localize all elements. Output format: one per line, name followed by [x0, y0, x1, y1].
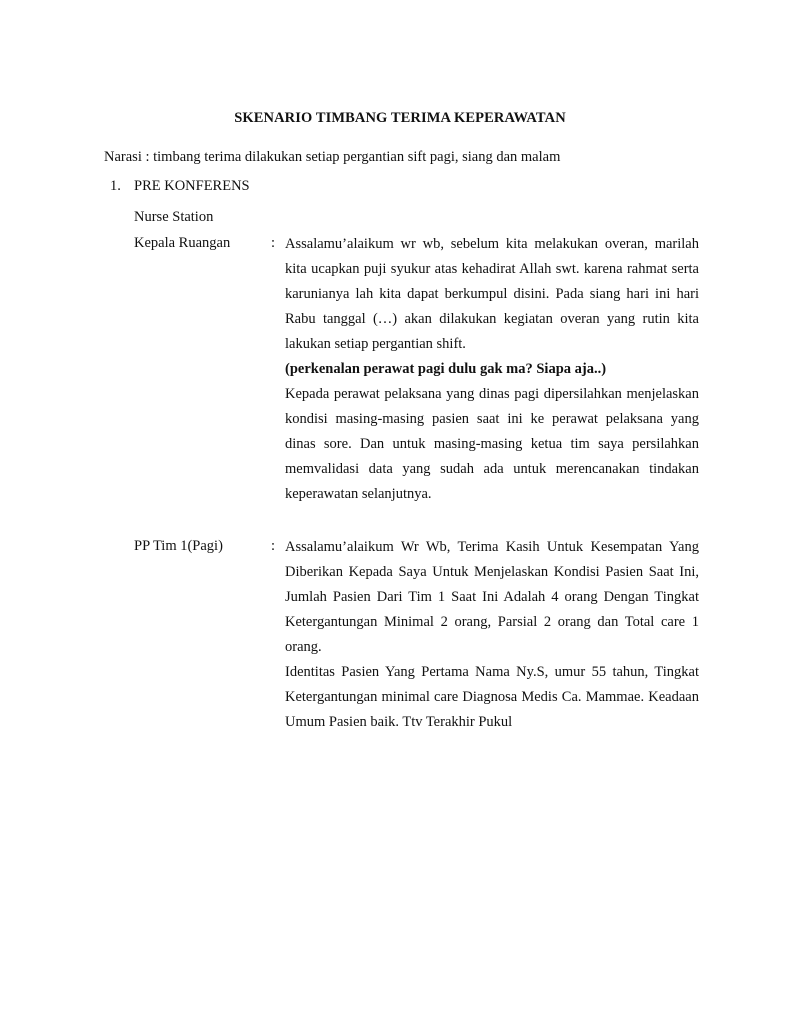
speaker-kepala-ruangan: Kepala Ruangan	[134, 235, 231, 251]
section-number: 1.	[110, 178, 121, 194]
speech-paragraph: Identitas Pasien Yang Pertama Nama Ny.S, umur 55 tahun, Tingkat Ketergantungan minimal care Diagnosa Medis Ca. Mammae. Keadaan Umum Pasien baik. Ttv Terakhir Pukul	[285, 664, 699, 730]
speaker-colon: :	[271, 235, 276, 251]
speech-note: (perkenalan perawat pagi dulu gak ma? Siapa aja..)	[285, 361, 607, 377]
narasi-line: Narasi : timbang terima dilakukan setiap pergantian sift pagi, siang dan malam	[104, 149, 561, 165]
speech-kepala-ruangan	[285, 232, 699, 507]
document-title: SKENARIO TIMBANG TERIMA KEPERAWATAN	[234, 110, 566, 126]
section-title: PRE KONFERENS	[134, 178, 250, 194]
location-label: Nurse Station	[134, 209, 214, 225]
speech-paragraph: Assalamu’alaikum wr wb, sebelum kita melakukan overan, marilah kita ucapkan puji syukur atas kehadirat Allah swt. karena rahmat serta karunianya lah kita dapat berkumpul disini. Pada siang hari ini hari Rabu tanggal (…) akan dilakukan kegiatan overan yang rutin kita lakukan setiap pergantian shift.	[285, 236, 699, 352]
speech-pp-tim-1	[285, 535, 699, 730]
speech-paragraph: Assalamu’alaikum Wr Wb, Terima Kasih Untuk Kesempatan Yang Diberikan Kepada Saya Untuk Menjelaskan Kondisi Pasien Saat Ini, Jumlah Pasien Dari Tim 1 Saat Ini Adalah 4 orang Dengan Tingkat Ketergantungan Minimal 2 orang, Parsial 2 orang dan Total care 1 orang.	[285, 539, 699, 655]
speaker-colon: :	[271, 538, 276, 554]
speech-paragraph: Kepada perawat pelaksana yang dinas pagi dipersilahkan menjelaskan kondisi masing-masing pasien saat ini ke perawat pelaksana yang dinas sore. Dan untuk masing-masing ketua tim saya persilahkan memvalidasi data yang sudah ada untuk merencanakan tindakan keperawatan selanjutnya.	[285, 386, 699, 502]
speaker-pp-tim-1: PP Tim 1(Pagi)	[134, 538, 223, 554]
